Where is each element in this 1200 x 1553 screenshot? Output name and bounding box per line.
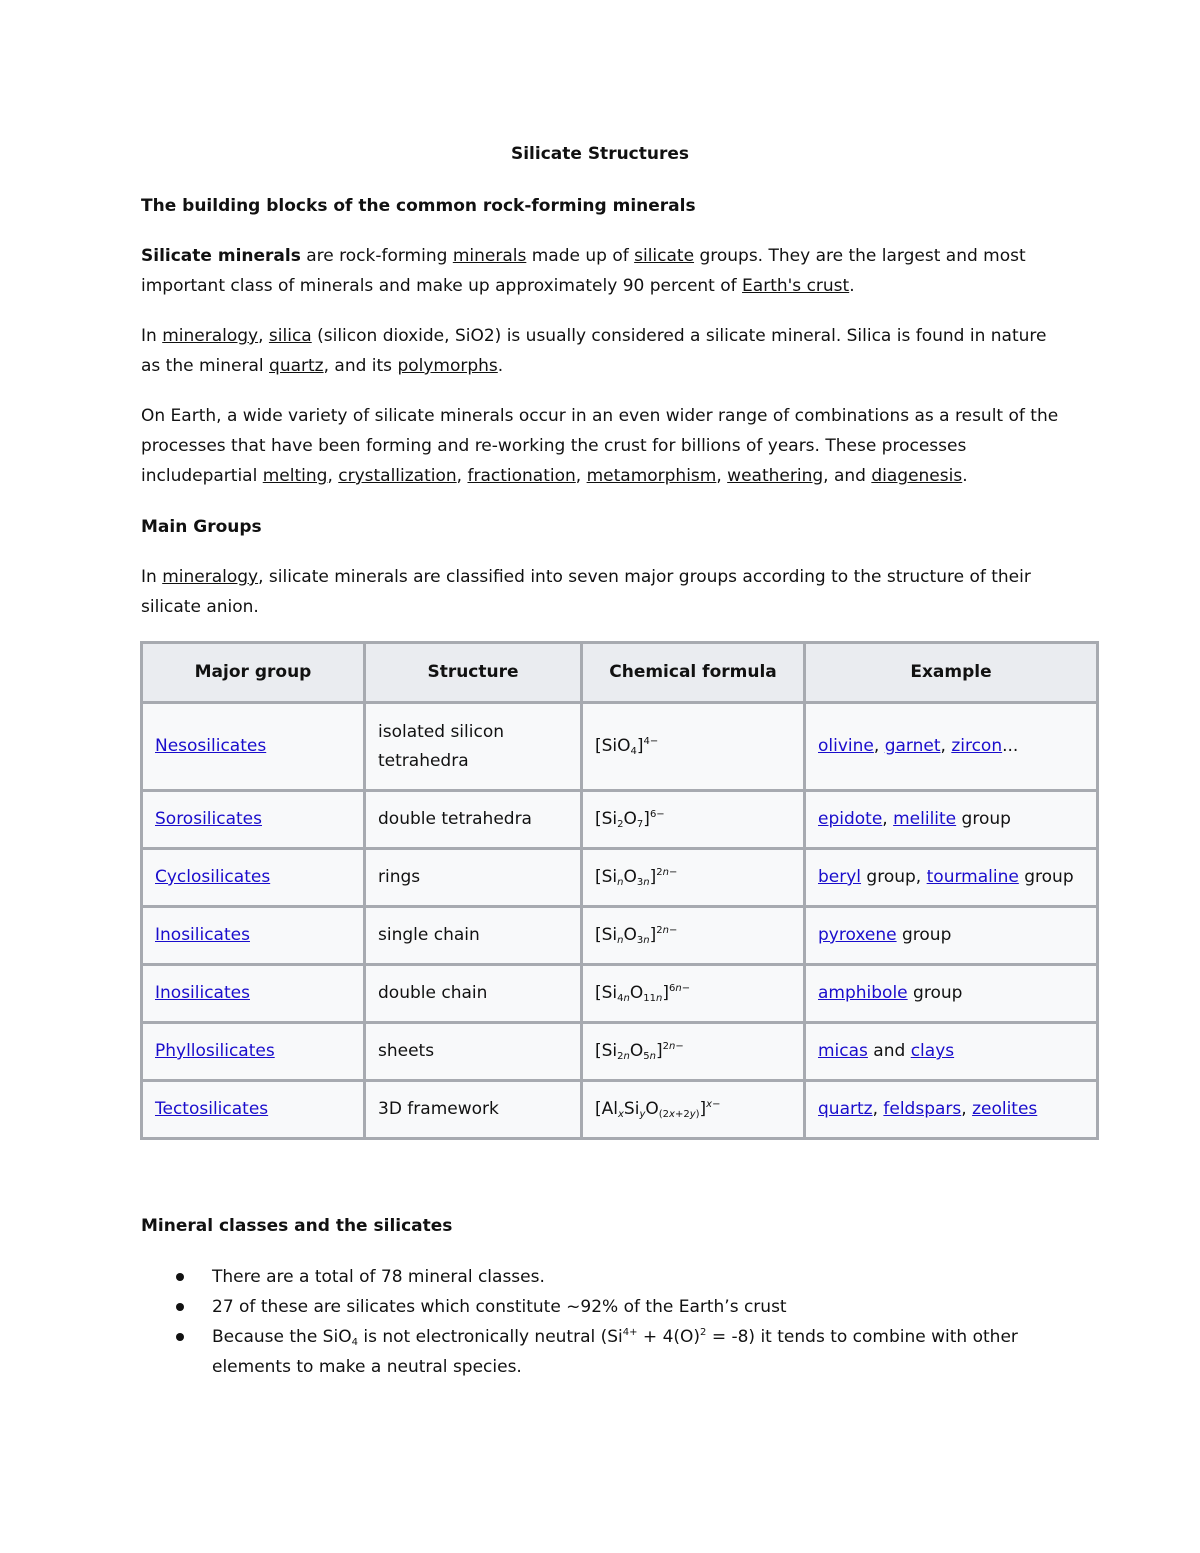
formula-cell: $[Si_{2n}O_{5n}]^{2n-}$ — [582, 1023, 805, 1081]
silicate-groups-table — [140, 641, 1099, 1140]
table-row — [142, 703, 1098, 791]
link-zeolites[interactable]: zeolites — [972, 1099, 1038, 1119]
text: group — [907, 983, 963, 1003]
text: , — [258, 326, 269, 346]
bullet-icon — [176, 1333, 184, 1341]
text: , — [716, 466, 728, 486]
text: , and its — [323, 356, 398, 376]
superscript: 4+ — [622, 1327, 638, 1338]
paragraph-silica — [141, 321, 1071, 381]
table-row — [142, 965, 1098, 1023]
formula-cell: $[Si_{4n}O_{11n}]^{6n-}$ — [582, 965, 805, 1023]
separator: , — [940, 736, 952, 756]
structure-cell: isolated silicon tetrahedra — [365, 703, 582, 791]
text: group — [896, 925, 952, 945]
link-quartz[interactable]: quartz — [818, 1099, 873, 1119]
link-inosilicates[interactable]: Inosilicates — [155, 925, 250, 945]
example-cell — [805, 791, 1098, 849]
subtitle-heading: The building blocks of the common rock-forming minerals — [141, 196, 696, 216]
separator: , — [961, 1099, 973, 1119]
paragraph-classification — [141, 562, 1061, 622]
formula-cell: $[Si_nO_{3n}]^{2n-}$ — [582, 907, 805, 965]
structure-cell: double chain — [365, 965, 582, 1023]
text: . — [849, 276, 855, 296]
table-row — [142, 1023, 1098, 1081]
link-phyllosilicates[interactable]: Phyllosilicates — [155, 1041, 275, 1061]
link-mineralogy[interactable]: mineralogy — [162, 567, 259, 587]
text: group — [956, 809, 1011, 829]
text: , silicate minerals are classified into seven major groups according to the structure of their silicate anion. — [141, 567, 1031, 617]
list-item-text: 27 of these are silicates which constitute ~92% of the Earth’s crust — [212, 1297, 787, 1317]
text: , — [327, 466, 339, 486]
link-epidote[interactable]: epidote — [818, 809, 883, 829]
text: . — [962, 466, 968, 486]
link-metamorphism[interactable]: metamorphism — [586, 466, 717, 486]
ellipsis: ... — [1002, 736, 1019, 756]
superscript: 2 — [700, 1327, 707, 1338]
example-cell — [805, 703, 1098, 791]
text: On Earth, a wide variety of silicate minerals occur in an even wider range of combinations as a result of the processes that have been forming and re-working the crust for billions of years. These processes includepartial — [141, 406, 1059, 486]
link-earths-crust[interactable]: Earth's crust — [742, 276, 850, 296]
text: In — [141, 567, 163, 587]
link-tectosilicates[interactable]: Tectosilicates — [155, 1099, 269, 1119]
link-pyroxene[interactable]: pyroxene — [818, 925, 897, 945]
text: (silicon dioxide, SiO2) is usually considered a silicate mineral. Silica is found in nature as the mineral — [141, 326, 1047, 376]
link-feldspars[interactable]: feldspars — [883, 1099, 962, 1119]
text: groups. They are the largest and most important class of minerals and make up approximately 90 percent of — [141, 246, 1026, 296]
header-chemical-formula: Chemical formula — [582, 643, 805, 703]
header-major-group: Major group — [142, 643, 365, 703]
link-melilite[interactable]: melilite — [893, 809, 957, 829]
text: Because the SiO — [212, 1327, 352, 1347]
link-polymorphs[interactable]: polymorphs — [397, 356, 498, 376]
link-nesosilicates[interactable]: Nesosilicates — [155, 736, 267, 756]
text: In — [141, 326, 163, 346]
link-diagenesis[interactable]: diagenesis — [871, 466, 963, 486]
link-garnet[interactable]: garnet — [884, 736, 941, 756]
text: is not electronically neutral (Si — [357, 1327, 623, 1347]
structure-cell: 3D framework — [365, 1081, 582, 1139]
link-micas[interactable]: micas — [818, 1041, 868, 1061]
mineral-classes-heading: Mineral classes and the silicates — [141, 1216, 453, 1236]
link-olivine[interactable]: olivine — [818, 736, 874, 756]
separator: , — [872, 1099, 884, 1119]
text: group, — [861, 867, 927, 887]
link-melting[interactable]: melting — [262, 466, 328, 486]
subscript: 4 — [351, 1337, 358, 1348]
formula-cell: $[Al_xSi_yO_{(2x+2y)}]^{x-}$ — [582, 1081, 805, 1139]
list-item — [141, 1262, 1081, 1292]
separator: , — [882, 809, 894, 829]
formula-cell: $[Si_nO_{3n}]^{2n-}$ — [582, 849, 805, 907]
link-beryl[interactable]: beryl — [818, 867, 862, 887]
structure-cell: rings — [365, 849, 582, 907]
table-row — [142, 849, 1098, 907]
link-minerals[interactable]: minerals — [452, 246, 527, 266]
structure-cell: sheets — [365, 1023, 582, 1081]
link-silica[interactable]: silica — [268, 326, 312, 346]
separator: , — [873, 736, 885, 756]
list-item — [141, 1322, 1081, 1382]
paragraph-processes — [141, 401, 1076, 491]
paragraph-silicate-minerals — [141, 241, 1071, 301]
example-cell — [805, 965, 1098, 1023]
link-cyclosilicates[interactable]: Cyclosilicates — [155, 867, 271, 887]
header-structure: Structure — [365, 643, 582, 703]
text: . — [497, 356, 504, 376]
mineral-classes-list — [141, 1262, 1081, 1382]
example-cell — [805, 849, 1098, 907]
link-inosilicates[interactable]: Inosilicates — [155, 983, 250, 1003]
page-title: Silicate Structures — [510, 144, 690, 164]
table-row — [142, 791, 1098, 849]
text: made up of — [526, 246, 635, 266]
text: and — [867, 1041, 911, 1061]
text: + 4(O) — [637, 1327, 701, 1347]
example-cell — [805, 1023, 1098, 1081]
list-item-text: There are a total of 78 mineral classes. — [212, 1267, 545, 1287]
text: = -8) it tends to combine with other elements to make a neutral species. — [212, 1327, 1018, 1377]
example-cell — [805, 1081, 1098, 1139]
table-row — [142, 907, 1098, 965]
link-tourmaline[interactable]: tourmaline — [926, 867, 1019, 887]
list-item — [141, 1292, 1081, 1322]
link-amphibole[interactable]: amphibole — [818, 983, 908, 1003]
structure-cell: double tetrahedra — [365, 791, 582, 849]
link-zircon[interactable]: zircon — [951, 736, 1003, 756]
text: , and — [823, 466, 872, 486]
header-example: Example — [805, 643, 1098, 703]
bullet-icon — [176, 1303, 184, 1311]
text: group — [1018, 867, 1074, 887]
lead-term: Silicate minerals — [141, 246, 301, 266]
formula-cell: $[SiO_4]^{4-}$ — [582, 703, 805, 791]
link-weathering[interactable]: weathering — [727, 466, 824, 486]
text: are rock-forming — [300, 246, 453, 266]
table-row — [142, 1081, 1098, 1139]
link-sorosilicates[interactable]: Sorosilicates — [155, 809, 262, 829]
bullet-icon — [176, 1273, 184, 1281]
link-silicate[interactable]: silicate — [634, 246, 695, 266]
main-groups-heading: Main Groups — [141, 517, 262, 537]
link-quartz[interactable]: quartz — [269, 356, 324, 376]
text: , — [575, 466, 587, 486]
link-mineralogy[interactable]: mineralogy — [162, 326, 259, 346]
structure-cell: single chain — [365, 907, 582, 965]
link-fractionation[interactable]: fractionation — [467, 466, 576, 486]
text: , — [456, 466, 468, 486]
example-cell — [805, 907, 1098, 965]
table-header-row — [142, 643, 1098, 703]
formula-cell: $[Si_2O_7]^{6-}$ — [582, 791, 805, 849]
link-clays[interactable]: clays — [910, 1041, 955, 1061]
link-crystallization[interactable]: crystallization — [338, 466, 457, 486]
